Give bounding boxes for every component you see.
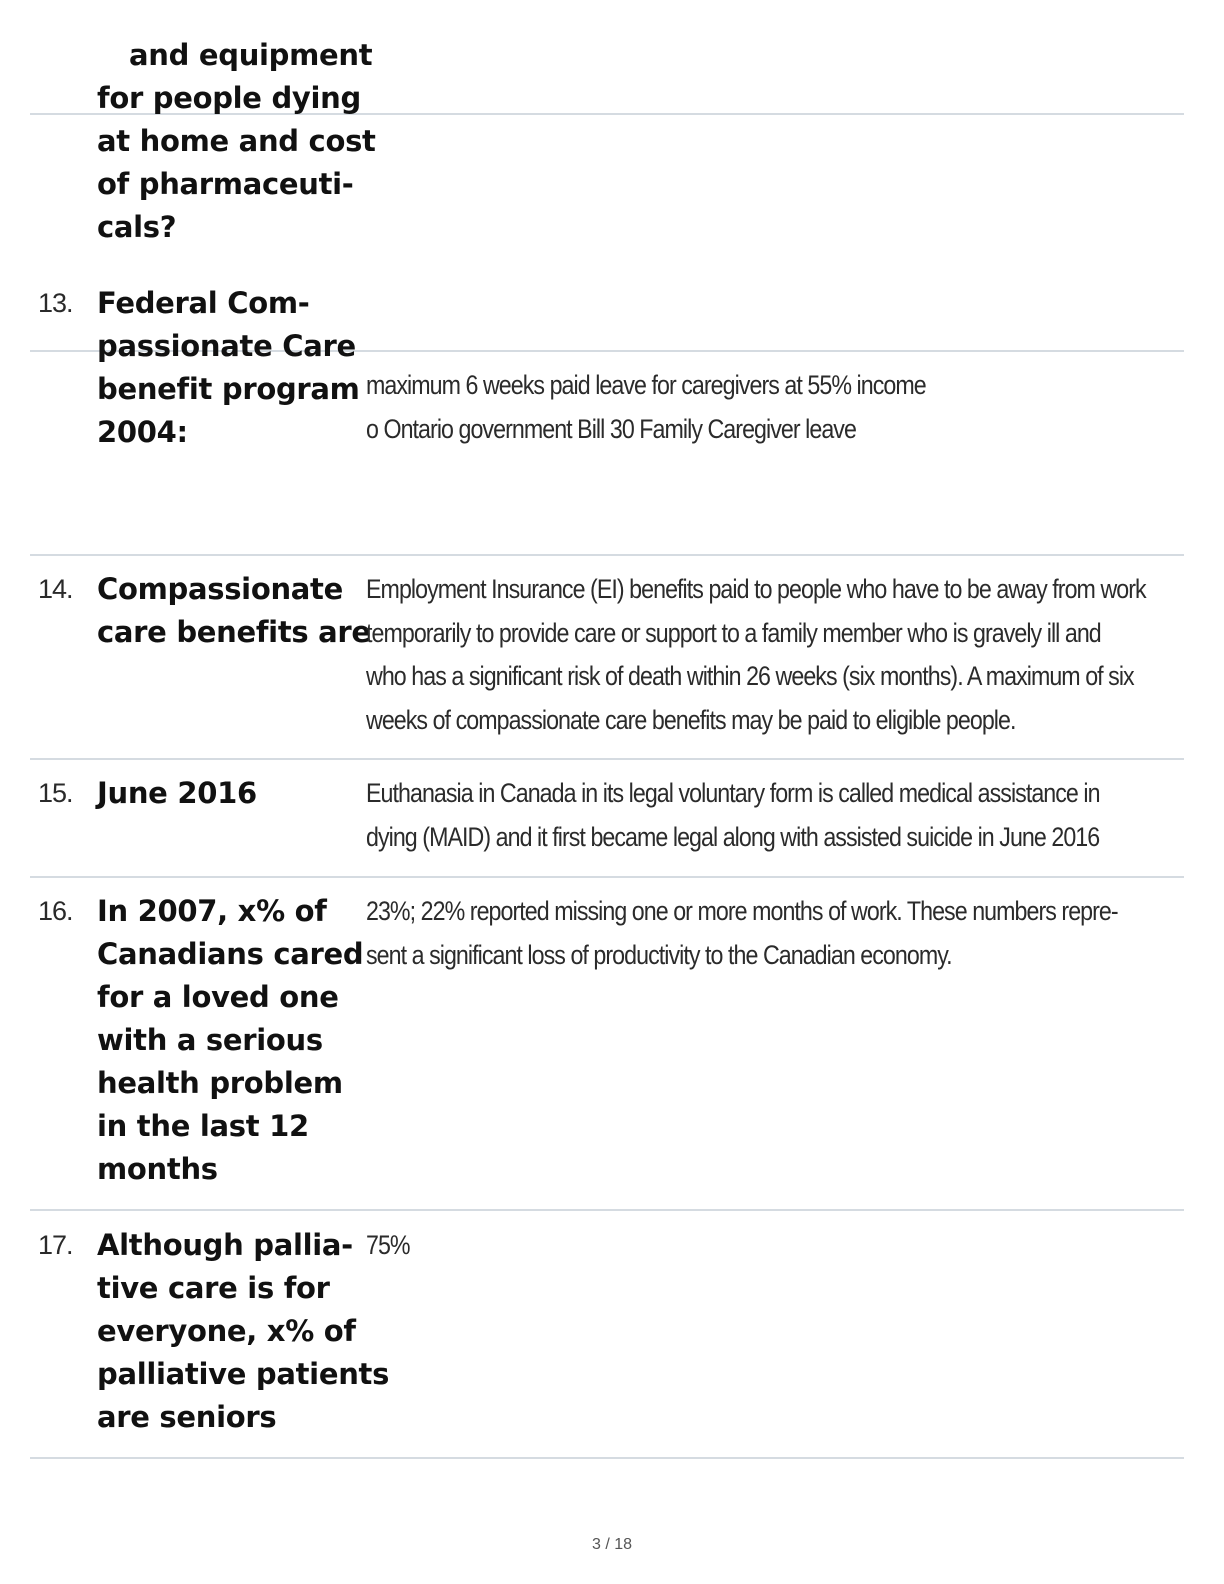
question-cell bbox=[97, 890, 364, 1191]
question-line: of pharmaceuti- bbox=[97, 167, 354, 201]
item-number: 14. bbox=[38, 574, 73, 604]
question-cell bbox=[97, 282, 359, 454]
table-divider bbox=[30, 1457, 1184, 1459]
answer-line: Euthanasia in Canada in its legal voluntary form is called medical assistance in bbox=[366, 778, 1100, 808]
question-line: months bbox=[97, 1152, 218, 1186]
answer-line: sent a significant loss of productivity to the Canadian economy. bbox=[366, 939, 952, 970]
page-indicator: 3 / 18 bbox=[591, 1536, 633, 1553]
question-line: Although pallia- bbox=[97, 1228, 353, 1262]
question-cell bbox=[97, 772, 359, 815]
item-number: 15. bbox=[38, 778, 73, 808]
answer-line: temporarily to provide care or support to a family member who is gravely ill and bbox=[366, 617, 1101, 648]
question-line: everyone, x% of bbox=[97, 1314, 356, 1348]
answer-cell bbox=[366, 890, 1118, 977]
question-line: 2004: bbox=[97, 415, 188, 449]
answer-line: 75% bbox=[366, 1230, 410, 1260]
answer-line: maximum 6 weeks paid leave for caregivers at 55% income bbox=[366, 370, 926, 400]
continued-question bbox=[97, 34, 376, 249]
question-line: health problem bbox=[97, 1066, 343, 1100]
question-line: palliative patients bbox=[97, 1357, 390, 1391]
question-line: care benefits are bbox=[97, 615, 371, 649]
table-divider bbox=[30, 554, 1184, 556]
table-divider bbox=[30, 1209, 1184, 1211]
answer-line: 23%; 22% reported missing one or more months of work. These numbers repre- bbox=[366, 896, 1118, 926]
question-line: passionate Care bbox=[97, 329, 356, 363]
item-number: 16. bbox=[38, 896, 73, 926]
question-line: are seniors bbox=[97, 1400, 277, 1434]
question-line: with a serious bbox=[97, 1023, 323, 1057]
item-number: 13. bbox=[38, 288, 73, 318]
question-line: Canadians cared bbox=[97, 937, 364, 971]
question-cell bbox=[97, 568, 371, 654]
answer-cell bbox=[366, 1224, 1064, 1268]
answer-cell bbox=[366, 772, 1100, 859]
question-line: in the last 12 bbox=[97, 1109, 309, 1143]
answer-line: dying (MAID) and it first became legal along with assisted suicide in June 2016 bbox=[366, 821, 1100, 852]
question-line: at home and cost bbox=[97, 124, 376, 158]
question-line: tive care is for bbox=[97, 1271, 330, 1305]
question-line: and equipment bbox=[129, 38, 373, 72]
table-divider bbox=[30, 876, 1184, 878]
question-line: June 2016 bbox=[97, 776, 257, 810]
answer-line: who has a significant risk of death within 26 weeks (six months). A maximum of six bbox=[366, 661, 1134, 691]
question-line: Compassionate bbox=[97, 572, 343, 606]
answer-line: Employment Insurance (EI) benefits paid to people who have to be away from work bbox=[366, 574, 1146, 604]
question-line: cals? bbox=[97, 210, 177, 244]
question-line: for people dying bbox=[97, 81, 361, 115]
answer-cell bbox=[366, 364, 1064, 451]
answer-line: o Ontario government Bill 30 Family Caregiver leave bbox=[366, 413, 856, 444]
answer-cell bbox=[366, 568, 1178, 742]
question-line: for a loved one bbox=[97, 980, 339, 1014]
item-number: 17. bbox=[38, 1230, 73, 1260]
question-line: benefit program bbox=[97, 372, 360, 406]
table-divider bbox=[30, 758, 1184, 760]
question-line: In 2007, x% of bbox=[97, 894, 327, 928]
answer-line: weeks of compassionate care benefits may be paid to eligible people. bbox=[366, 704, 1016, 735]
question-line: Federal Com- bbox=[97, 286, 310, 320]
